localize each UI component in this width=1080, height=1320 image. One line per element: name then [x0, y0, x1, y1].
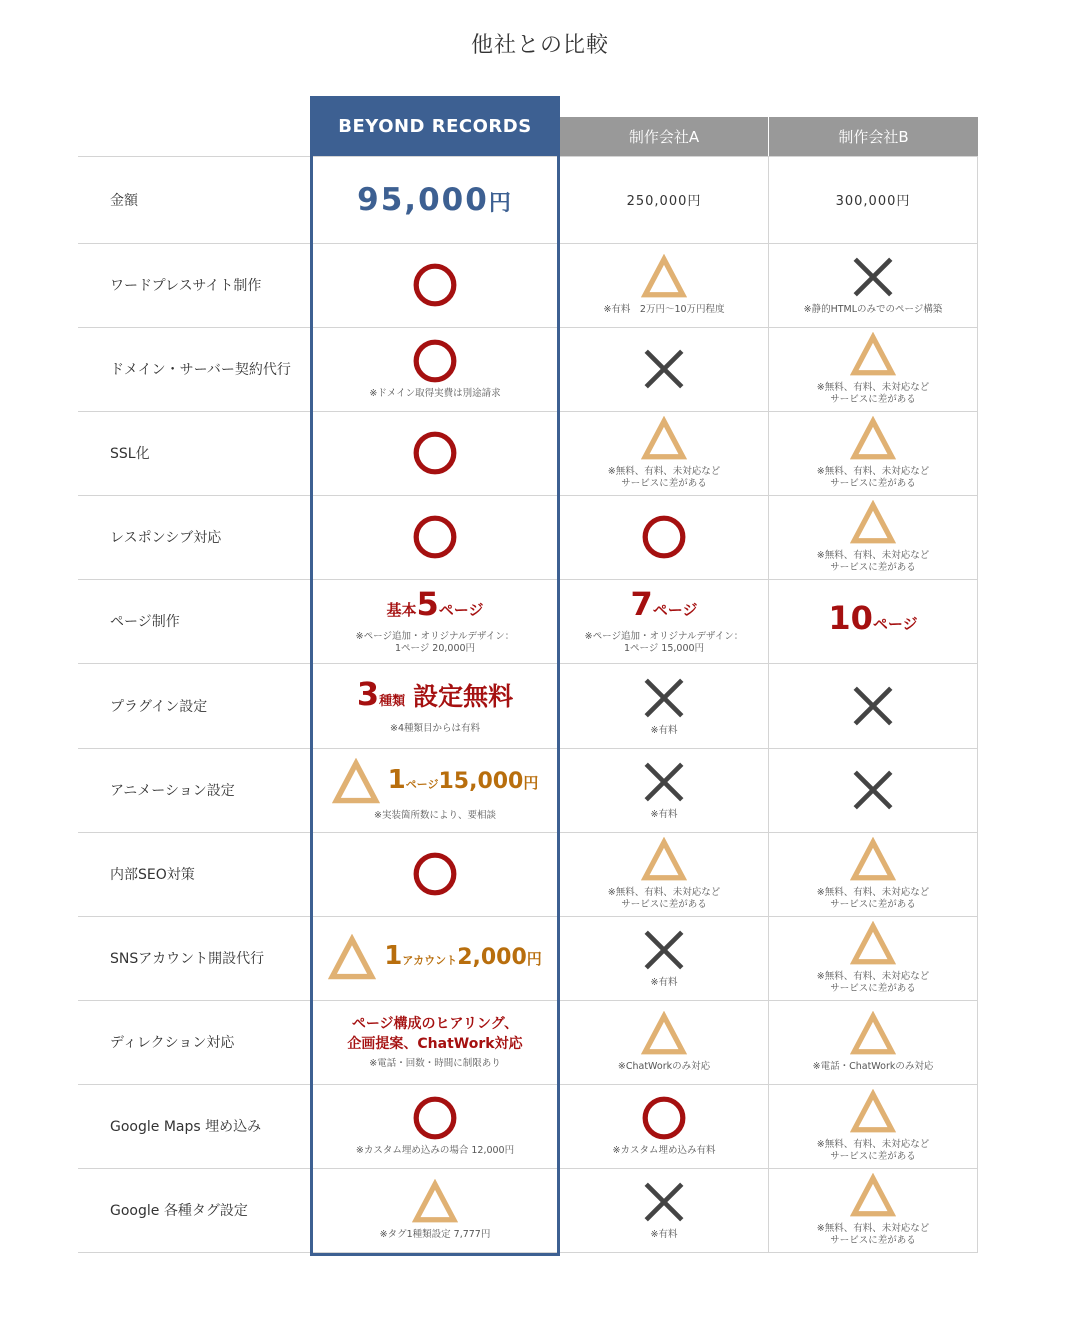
cell-note: サービスに差がある [830, 394, 916, 405]
cell-company-b [769, 1000, 977, 1084]
cell-beyond-records [312, 495, 558, 579]
cell-beyond-records [312, 156, 558, 243]
cross-icon [641, 927, 687, 973]
price-unit: 円 [488, 190, 513, 216]
cell-beyond-records [312, 411, 558, 495]
row-divider [78, 1252, 978, 1253]
triangle-icon [850, 332, 896, 378]
option-price [388, 763, 539, 802]
cell-note: ※無料、有料、未対応など [816, 971, 930, 982]
count-unit: 種類 [379, 693, 406, 709]
cell-note: ※有料 [650, 1229, 678, 1240]
cell-company-b [769, 663, 977, 748]
count-text-extra: 設定無料 [413, 681, 514, 711]
count-number: 7 [630, 585, 653, 623]
row-label: 内部SEO対策 [110, 867, 195, 883]
circle-icon [412, 851, 458, 897]
count-prefix: 基本 [386, 601, 417, 619]
row-label: Google 各種タグ設定 [110, 1203, 248, 1219]
cell-note: サービスに差がある [830, 983, 916, 994]
count-text [356, 674, 514, 719]
cell-note: ※無料、有料、未対応など [816, 1139, 930, 1150]
option-price-value: 15,000 [438, 768, 524, 794]
cell-beyond-records [312, 327, 558, 411]
row-label: SNSアカウント開設代行 [110, 951, 265, 967]
option-price-value: 2,000 [457, 944, 527, 970]
cell-company-a [560, 243, 768, 327]
cell-beyond-records [312, 579, 558, 663]
cell-company-b [769, 1084, 977, 1168]
count-text [828, 601, 917, 641]
cell-note: ※無料、有料、未対応など [816, 550, 930, 561]
page-title: 他社との比較 [470, 33, 609, 58]
triangle-icon [850, 500, 896, 546]
cell-note: ※無料、有料、未対応など [607, 466, 721, 477]
row-label: レスポンシブ対応 [110, 530, 222, 546]
circle-icon [641, 1095, 687, 1141]
triangle-icon [850, 1173, 896, 1219]
count-suffix: ページ [652, 601, 698, 619]
triangle-icon [850, 1011, 896, 1057]
cell-note: サービスに差がある [830, 562, 916, 573]
circle-icon [412, 430, 458, 476]
cell-company-b [769, 243, 977, 327]
cell-note: ※無料、有料、未対応など [816, 887, 930, 898]
cell-note: ※タグ1種類設定 7,777円 [379, 1229, 491, 1240]
cross-icon [850, 254, 896, 300]
cell-note: ※無料、有料、未対応など [607, 887, 721, 898]
option-unit: アカウント [402, 953, 458, 967]
triangle-icon [850, 416, 896, 462]
cell-note: サービスに差がある [830, 1235, 916, 1246]
cell-company-a [560, 411, 768, 495]
triangle-icon [641, 416, 687, 462]
cell-note: ※静的HTMLのみでのページ構築 [803, 304, 943, 315]
column-header-company-b: 制作会社B [769, 117, 978, 156]
cell-company-a [560, 1084, 768, 1168]
direction-line: ページ構成のヒアリング、 [351, 1016, 519, 1032]
cell-note: ※ChatWorkのみ対応 [617, 1061, 711, 1072]
option-number: 1 [387, 764, 406, 795]
circle-icon [412, 514, 458, 560]
row-label: ページ制作 [110, 614, 180, 630]
cross-icon [641, 675, 687, 721]
cell-company-b [769, 327, 977, 411]
cell-note: ※無料、有料、未対応など [816, 1223, 930, 1234]
cell-note: サービスに差がある [621, 899, 707, 910]
option-number: 1 [384, 940, 403, 971]
cell-beyond-records [312, 1168, 558, 1252]
cell-company-a [560, 327, 768, 411]
cell-note: ※カスタム埋め込みの場合 12,000円 [355, 1145, 515, 1156]
cross-icon [641, 1179, 687, 1225]
row-label: 金額 [110, 192, 138, 209]
cell-company-b [769, 1168, 977, 1252]
cell-note: ※無料、有料、未対応など [816, 382, 930, 393]
cell-company-b [769, 579, 977, 663]
count-text [631, 587, 698, 627]
circle-icon [641, 514, 687, 560]
direction-line: 企画提案、ChatWork対応 [347, 1036, 523, 1052]
cell-note: 1ページ 15,000円 [623, 643, 705, 654]
cell-note: ※4種類目からは有料 [389, 722, 480, 734]
cell-company-b [769, 748, 977, 832]
cell-note: サービスに差がある [830, 478, 916, 489]
count-suffix: ページ [872, 615, 918, 633]
cross-icon [641, 346, 687, 392]
cell-beyond-records [312, 243, 558, 327]
cell-company-b [769, 156, 977, 243]
count-text [387, 587, 484, 627]
cell-company-b [769, 495, 977, 579]
triangle-icon [332, 758, 380, 806]
row-label: ワードプレスサイト制作 [110, 278, 262, 294]
cell-company-a [560, 156, 768, 243]
row-label: Google Maps 埋め込み [110, 1119, 262, 1135]
triangle-icon [641, 254, 687, 300]
cell-note: ※電話・ChatWorkのみ対応 [812, 1061, 934, 1072]
cell-beyond-records [312, 1000, 558, 1084]
circle-icon [412, 338, 458, 384]
cell-company-a [560, 663, 768, 748]
cell-note: ※無料、有料、未対応など [816, 466, 930, 477]
cell-company-a [560, 1168, 768, 1252]
cell-beyond-records [312, 748, 558, 832]
price-option [328, 934, 542, 982]
cell-company-a [560, 495, 768, 579]
cell-beyond-records [312, 916, 558, 1000]
cell-company-a [560, 832, 768, 916]
option-unit: ページ [405, 777, 439, 791]
cross-icon [850, 767, 896, 813]
cell-note: ※有料 [650, 977, 678, 988]
triangle-icon [850, 1089, 896, 1135]
option-yen: 円 [523, 773, 539, 792]
option-price [384, 939, 542, 978]
triangle-icon [641, 1011, 687, 1057]
triangle-icon [412, 1179, 458, 1225]
circle-icon [412, 1095, 458, 1141]
cell-beyond-records [312, 832, 558, 916]
direction-text [347, 1014, 522, 1054]
cell-note: ※ページ追加・オリジナルデザイン： [584, 631, 744, 642]
cell-note: ※ドメイン取得実費は別途請求 [369, 388, 501, 399]
cell-company-a [560, 916, 768, 1000]
cell-note: ※実装箇所数により、要相談 [374, 810, 496, 821]
row-label: ドメイン・サーバー契約代行 [110, 362, 291, 378]
count-number: 3 [356, 674, 380, 713]
count-number: 5 [416, 585, 439, 623]
cell-note: サービスに差がある [830, 1151, 916, 1162]
cell-company-a [560, 1000, 768, 1084]
cell-note: サービスに差がある [830, 899, 916, 910]
cell-company-b [769, 916, 977, 1000]
cross-icon [641, 759, 687, 805]
column-divider [977, 156, 978, 1252]
cell-beyond-records [312, 663, 558, 748]
circle-icon [412, 262, 458, 308]
count-number: 10 [828, 599, 873, 637]
option-yen: 円 [526, 949, 542, 968]
row-label: プラグイン設定 [110, 698, 208, 715]
cell-company-b [769, 832, 977, 916]
cross-icon [850, 683, 896, 729]
row-label: ディレクション対応 [110, 1035, 235, 1051]
column-header-beyond-records: BEYOND RECORDS [310, 96, 560, 156]
row-label: アニメーション設定 [110, 783, 235, 799]
cell-note: ※有料 [650, 809, 678, 820]
triangle-icon [328, 934, 376, 982]
triangle-icon [641, 837, 687, 883]
cell-company-a [560, 748, 768, 832]
cell-note: 1ページ 20,000円 [394, 643, 476, 654]
column-header-company-a: 制作会社A [560, 117, 768, 156]
price-text: 250,000円 [626, 194, 702, 209]
cell-beyond-records [312, 1084, 558, 1168]
cell-note: ※電話・回数・時間に制限あり [369, 1058, 501, 1069]
cell-note: サービスに差がある [621, 478, 707, 489]
cell-company-a [560, 579, 768, 663]
price-value: 95,000 [357, 181, 489, 218]
cell-note: ※ページ追加・オリジナルデザイン： [355, 631, 515, 642]
price-amount [357, 182, 513, 218]
row-label: SSL化 [110, 446, 150, 462]
cell-note: ※カスタム埋め込み有料 [612, 1145, 716, 1156]
cell-note: ※有料 2万円〜10万円程度 [603, 304, 725, 315]
count-suffix: ページ [438, 601, 484, 619]
triangle-icon [850, 837, 896, 883]
price-option [332, 758, 539, 806]
price-text: 300,000円 [835, 194, 911, 209]
cell-company-b [769, 411, 977, 495]
triangle-icon [850, 921, 896, 967]
cell-note: ※有料 [650, 724, 678, 736]
